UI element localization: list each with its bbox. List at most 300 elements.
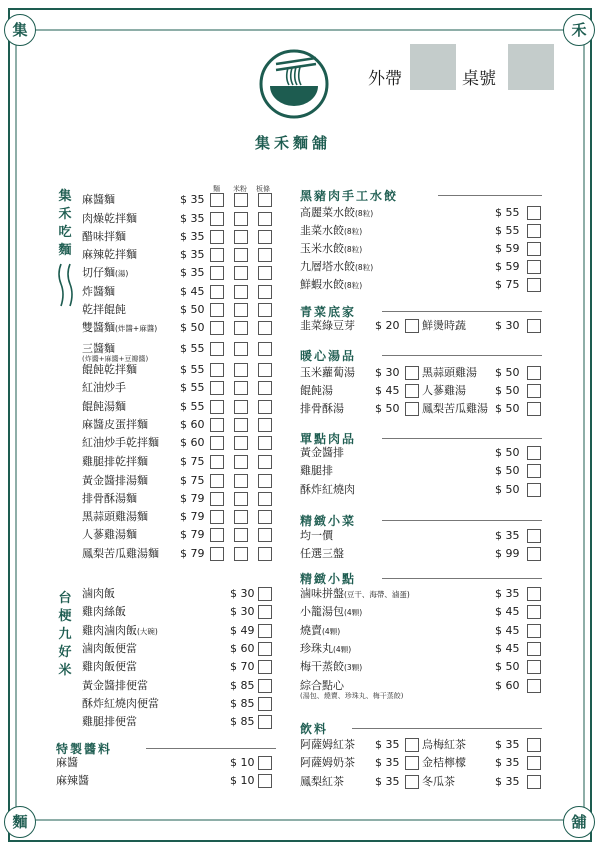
noodles-17-cb-flat-noodle[interactable] xyxy=(258,510,272,524)
meats-2-name xyxy=(300,481,355,499)
dumplings-4-name xyxy=(300,276,362,295)
dumplings-0-name xyxy=(300,204,373,223)
corner-badge-tr: 禾 xyxy=(563,14,595,46)
noodles-8-cb-rice-noodle[interactable] xyxy=(234,342,248,356)
sauces-1-price: $ 10 xyxy=(230,774,255,787)
noodles-12-cb-noodle[interactable] xyxy=(210,418,224,432)
rice-7-cb[interactable] xyxy=(258,715,272,729)
dumplings-1-price: $ 55 xyxy=(495,224,520,237)
noodles-5-price: $ 45 xyxy=(180,285,205,298)
noodles-8-cb-noodle[interactable] xyxy=(210,342,224,356)
snacks-4-note: (3顆) xyxy=(344,663,363,672)
noodles-9-cb-rice-noodle[interactable] xyxy=(234,363,248,377)
side-title: 精緻小菜 xyxy=(300,514,357,528)
dumplings-3-price: $ 59 xyxy=(495,260,520,273)
dumplings-1-label: 韭菜水餃 xyxy=(300,224,344,237)
sides-0-name xyxy=(300,527,333,545)
snacks-5-sub: (湯包、燒賣、珍珠丸、梅干蒸餃) xyxy=(300,692,404,700)
col-flat-noodle: 板條 xyxy=(256,185,270,193)
dumplings-2-label: 玉米水餃 xyxy=(300,242,344,255)
soups-2-cb[interactable] xyxy=(405,384,419,398)
sides-0-price: $ 35 xyxy=(495,529,520,542)
noodles-12-price: $ 60 xyxy=(180,418,205,431)
rice-0-cb[interactable] xyxy=(258,587,272,601)
noodles-16-cb-noodle[interactable] xyxy=(210,492,224,506)
rice-1-label: 雞肉絲飯 xyxy=(82,605,126,618)
rice-3-label: 滷肉飯便當 xyxy=(82,642,137,655)
noodles-11-cb-rice-noodle[interactable] xyxy=(234,400,248,414)
sauces-1-name xyxy=(56,772,89,790)
noodles-17-cb-rice-noodle[interactable] xyxy=(234,510,248,524)
noodles-7-price: $ 50 xyxy=(180,321,205,334)
rice-3-name xyxy=(82,640,137,658)
noodles-10-cb-noodle[interactable] xyxy=(210,381,224,395)
corner-badge-bl: 麵 xyxy=(4,806,36,838)
noodles-13-label: 紅油炒手乾拌麵 xyxy=(82,436,159,449)
drinks-2-price: $ 35 xyxy=(375,756,400,769)
noodles-13-cb-flat-noodle[interactable] xyxy=(258,436,272,450)
drinks-0-name xyxy=(300,736,355,754)
snacks-0-price: $ 35 xyxy=(495,587,520,600)
soups-5-price: $ 50 xyxy=(495,402,520,415)
snacks-3-name xyxy=(300,640,351,659)
noodles-10-cb-rice-noodle[interactable] xyxy=(234,381,248,395)
veg-1-cb[interactable] xyxy=(527,319,541,333)
steam-wave-icon xyxy=(56,262,76,308)
noodles-10-label: 紅油炒手 xyxy=(82,381,126,394)
noodles-9-name xyxy=(82,361,137,379)
soups-4-price: $ 50 xyxy=(375,402,400,415)
snacks-4-name xyxy=(300,658,362,677)
soup-title: 暖心湯品 xyxy=(300,349,357,363)
noodles-2-cb-rice-noodle[interactable] xyxy=(234,230,248,244)
meats-2-cb[interactable] xyxy=(527,483,541,497)
snacks-1-price: $ 45 xyxy=(495,605,520,618)
noodles-1-cb-noodle[interactable] xyxy=(210,212,224,226)
noodles-1-price: $ 35 xyxy=(180,212,205,225)
soups-0-price: $ 30 xyxy=(375,366,400,379)
snacks-1-name xyxy=(300,603,362,622)
col-noodle: 麵 xyxy=(213,185,220,193)
noodles-14-cb-flat-noodle[interactable] xyxy=(258,455,272,469)
drinks-5-price: $ 35 xyxy=(495,775,520,788)
noodles-6-label: 乾拌餛飩 xyxy=(82,303,126,316)
noodles-6-price: $ 50 xyxy=(180,303,205,316)
rice-1-price: $ 30 xyxy=(230,605,255,618)
dumplings-2-note: (8粒) xyxy=(344,245,363,254)
noodles-5-cb-noodle[interactable] xyxy=(210,285,224,299)
drinks-0-price: $ 35 xyxy=(375,738,400,751)
dumplings-4-cb[interactable] xyxy=(527,278,541,292)
noodles-0-price: $ 35 xyxy=(180,193,205,206)
dumplings-3-name xyxy=(300,258,373,277)
snacks-3-cb[interactable] xyxy=(527,642,541,656)
dumplings-3-note: (8粒) xyxy=(355,263,374,272)
noodles-17-price: $ 79 xyxy=(180,510,205,523)
veg-title: 青菜底家 xyxy=(300,305,357,319)
drinks-4-price: $ 35 xyxy=(375,775,400,788)
noodles-9-cb-noodle[interactable] xyxy=(210,363,224,377)
snacks-4-label: 梅干蒸餃 xyxy=(300,660,344,673)
soups-3-name xyxy=(422,382,466,400)
dumplings-4-note: (8粒) xyxy=(344,281,363,290)
veg-0-price: $ 20 xyxy=(375,319,400,332)
sides-1-label: 任選三盤 xyxy=(300,547,344,560)
soups-4-cb[interactable] xyxy=(405,402,419,416)
dumplings-2-cb[interactable] xyxy=(527,242,541,256)
noodles-12-label: 麻醬皮蛋拌麵 xyxy=(82,418,148,431)
rice-3-price: $ 60 xyxy=(230,642,255,655)
noodles-3-cb-flat-noodle[interactable] xyxy=(258,248,272,262)
noodle-bowl-logo xyxy=(258,48,330,120)
drinks-2-cb[interactable] xyxy=(405,756,419,770)
noodles-14-label: 雞腿排乾拌麵 xyxy=(82,455,148,468)
soups-2-price: $ 45 xyxy=(375,384,400,397)
rice-4-cb[interactable] xyxy=(258,660,272,674)
noodles-18-price: $ 79 xyxy=(180,528,205,541)
takeout-box[interactable] xyxy=(410,44,456,90)
noodles-19-cb-noodle[interactable] xyxy=(210,547,224,561)
veg-1-price: $ 30 xyxy=(495,319,520,332)
rice-1-cb[interactable] xyxy=(258,605,272,619)
corner-badge-br: 舖 xyxy=(563,806,595,838)
dumplings-2-name xyxy=(300,240,362,259)
veg-0-name xyxy=(300,317,355,335)
rice-7-label: 雞腿排便當 xyxy=(82,715,137,728)
noodles-4-label: 切仔麵 xyxy=(82,266,115,279)
noodles-6-cb-noodle[interactable] xyxy=(210,303,224,317)
soups-3-price: $ 50 xyxy=(495,384,520,397)
noodles-7-cb-rice-noodle[interactable] xyxy=(234,321,248,335)
noodles-11-cb-flat-noodle[interactable] xyxy=(258,400,272,414)
drinks-5-name xyxy=(422,773,455,791)
noodles-18-cb-noodle[interactable] xyxy=(210,528,224,542)
noodles-7-name xyxy=(82,319,157,338)
drinks-0-cb[interactable] xyxy=(405,738,419,752)
noodles-15-cb-rice-noodle[interactable] xyxy=(234,474,248,488)
noodles-3-cb-noodle[interactable] xyxy=(210,248,224,262)
meats-0-price: $ 50 xyxy=(495,446,520,459)
drinks-4-cb[interactable] xyxy=(405,775,419,789)
snacks-1-note: (4顆) xyxy=(344,608,363,617)
noodles-11-label: 餛飩湯麵 xyxy=(82,400,126,413)
rice-7-price: $ 85 xyxy=(230,715,255,728)
noodles-0-name xyxy=(82,191,115,209)
soups-5-label: 鳳梨苦瓜雞湯 xyxy=(422,402,488,415)
noodles-11-name xyxy=(82,398,126,416)
noodles-14-cb-rice-noodle[interactable] xyxy=(234,455,248,469)
rice-5-name xyxy=(82,677,148,695)
noodles-0-cb-rice-noodle[interactable] xyxy=(234,193,248,207)
noodles-16-cb-flat-noodle[interactable] xyxy=(258,492,272,506)
sides-1-price: $ 99 xyxy=(495,547,520,560)
noodles-14-name xyxy=(82,453,148,471)
takeout-label: 外帶 xyxy=(368,69,402,89)
soups-4-label: 排骨酥湯 xyxy=(300,402,344,415)
snacks-1-label: 小籠湯包 xyxy=(300,605,344,618)
drink-title: 飲料 xyxy=(300,722,329,736)
dumplings-1-note: (8粒) xyxy=(344,227,363,236)
meats-1-name xyxy=(300,462,333,480)
noodles-8-sub: (炸醬+麻醬+豆瓣醬) xyxy=(82,355,149,363)
sauce-title: 特製醬料 xyxy=(56,742,113,756)
noodles-1-cb-flat-noodle[interactable] xyxy=(258,212,272,226)
drinks-4-label: 鳳梨紅茶 xyxy=(300,775,344,788)
shop-name: 集禾麵舖 xyxy=(255,134,332,152)
noodles-19-cb-rice-noodle[interactable] xyxy=(234,547,248,561)
meats-0-cb[interactable] xyxy=(527,446,541,460)
noodles-4-cb-noodle[interactable] xyxy=(210,266,224,280)
noodles-17-cb-noodle[interactable] xyxy=(210,510,224,524)
snacks-3-label: 珍珠丸 xyxy=(300,642,333,655)
noodles-3-name xyxy=(82,246,137,264)
rice-6-label: 酥炸紅燒肉便當 xyxy=(82,697,159,710)
noodles-17-name xyxy=(82,508,148,526)
noodles-15-name xyxy=(82,472,148,490)
noodles-3-cb-rice-noodle[interactable] xyxy=(234,248,248,262)
noodles-19-price: $ 79 xyxy=(180,547,205,560)
rice-6-name xyxy=(82,695,159,713)
meats-1-cb[interactable] xyxy=(527,464,541,478)
rice-2-price: $ 49 xyxy=(230,624,255,637)
noodles-7-label: 雙醬麵 xyxy=(82,321,115,334)
rice-0-label: 滷肉飯 xyxy=(82,587,115,600)
drink-title-rule xyxy=(352,728,542,729)
noodles-15-cb-flat-noodle[interactable] xyxy=(258,474,272,488)
dumplings-4-label: 鮮蝦水餃 xyxy=(300,278,344,291)
rice-2-cb[interactable] xyxy=(258,624,272,638)
noodles-10-price: $ 55 xyxy=(180,381,205,394)
noodles-4-cb-flat-noodle[interactable] xyxy=(258,266,272,280)
drinks-1-cb[interactable] xyxy=(527,738,541,752)
sauce-title-rule xyxy=(146,748,276,749)
snacks-0-label: 滷味拼盤 xyxy=(300,587,344,600)
snacks-1-cb[interactable] xyxy=(527,605,541,619)
snacks-2-label: 燒賣 xyxy=(300,624,322,637)
veg-title-rule xyxy=(382,311,542,312)
rice-6-price: $ 85 xyxy=(230,697,255,710)
noodles-0-label: 麻醬麵 xyxy=(82,193,115,206)
snacks-0-cb[interactable] xyxy=(527,587,541,601)
noodles-19-name xyxy=(82,545,159,563)
noodles-0-cb-noodle[interactable] xyxy=(210,193,224,207)
snack-title: 精緻小點 xyxy=(300,572,357,586)
veg-1-name xyxy=(422,317,466,335)
noodles-4-name xyxy=(82,264,128,283)
meats-2-label: 酥炸紅燒肉 xyxy=(300,483,355,496)
noodles-18-label: 人蔘雞湯麵 xyxy=(82,528,137,541)
category-rice: 台梗九好米 xyxy=(58,591,72,678)
veg-0-cb[interactable] xyxy=(405,319,419,333)
veg-0-label: 韭菜綠豆芽 xyxy=(300,319,355,332)
noodles-2-name xyxy=(82,228,126,246)
rice-3-cb[interactable] xyxy=(258,642,272,656)
sauces-0-label: 麻醬 xyxy=(56,756,78,769)
snacks-5-cb[interactable] xyxy=(527,679,541,693)
noodles-17-label: 黑蒜頭雞湯麵 xyxy=(82,510,148,523)
noodles-2-cb-flat-noodle[interactable] xyxy=(258,230,272,244)
soups-2-label: 餛飩湯 xyxy=(300,384,333,397)
veg-1-label: 鮮燙時蔬 xyxy=(422,319,466,332)
sides-1-cb[interactable] xyxy=(527,547,541,561)
snacks-5-label: 綜合點心 xyxy=(300,679,344,692)
noodles-15-label: 黃金醬排湯麵 xyxy=(82,474,148,487)
soups-1-cb[interactable] xyxy=(527,366,541,380)
snacks-2-name xyxy=(300,622,340,641)
noodles-6-name xyxy=(82,301,126,319)
noodles-7-note: (炸醬+麻醬) xyxy=(115,324,158,333)
rice-6-cb[interactable] xyxy=(258,697,272,711)
dumplings-2-price: $ 59 xyxy=(495,242,520,255)
noodles-10-name xyxy=(82,379,126,397)
noodles-6-cb-flat-noodle[interactable] xyxy=(258,303,272,317)
noodles-9-label: 餛飩乾拌麵 xyxy=(82,363,137,376)
soups-5-cb[interactable] xyxy=(527,402,541,416)
rice-2-label: 雞肉滷肉飯 xyxy=(82,624,137,637)
dumplings-3-cb[interactable] xyxy=(527,260,541,274)
dumplings-0-label: 高麗菜水餃 xyxy=(300,206,355,219)
soups-1-name xyxy=(422,364,477,382)
drinks-0-label: 阿薩姆紅茶 xyxy=(300,738,355,751)
noodles-4-cb-rice-noodle[interactable] xyxy=(234,266,248,280)
drinks-3-label: 金桔檸檬 xyxy=(422,756,466,769)
sauces-0-cb[interactable] xyxy=(258,756,272,770)
rice-2-note: (大碗) xyxy=(137,627,158,636)
noodles-18-cb-rice-noodle[interactable] xyxy=(234,528,248,542)
drinks-3-name xyxy=(422,754,466,772)
noodles-0-cb-flat-noodle[interactable] xyxy=(258,193,272,207)
meats-0-name xyxy=(300,444,344,462)
snacks-4-cb[interactable] xyxy=(527,660,541,674)
snacks-3-note: (4顆) xyxy=(333,645,352,654)
dumplings-0-price: $ 55 xyxy=(495,206,520,219)
sides-0-cb[interactable] xyxy=(527,529,541,543)
sauces-1-label: 麻辣醬 xyxy=(56,774,89,787)
noodles-9-price: $ 55 xyxy=(180,363,205,376)
sauces-1-cb[interactable] xyxy=(258,774,272,788)
drinks-3-cb[interactable] xyxy=(527,756,541,770)
meat-title: 單點肉品 xyxy=(300,432,357,446)
dumpling-title: 黑豬肉手工水餃 xyxy=(300,189,399,203)
snacks-3-price: $ 45 xyxy=(495,642,520,655)
meats-1-price: $ 50 xyxy=(495,464,520,477)
noodles-11-price: $ 55 xyxy=(180,400,205,413)
rice-5-cb[interactable] xyxy=(258,679,272,693)
meats-2-price: $ 50 xyxy=(495,483,520,496)
rice-5-label: 黃金醬排便當 xyxy=(82,679,148,692)
dumplings-0-cb[interactable] xyxy=(527,206,541,220)
drinks-2-name xyxy=(300,754,355,772)
rice-1-name xyxy=(82,603,126,621)
noodles-9-cb-flat-noodle[interactable] xyxy=(258,363,272,377)
rice-0-name xyxy=(82,585,115,603)
drinks-5-cb[interactable] xyxy=(527,775,541,789)
soups-0-cb[interactable] xyxy=(405,366,419,380)
snacks-0-note: (豆干、海帶、滷蛋) xyxy=(344,590,410,599)
noodles-11-cb-noodle[interactable] xyxy=(210,400,224,414)
noodles-8-cb-flat-noodle[interactable] xyxy=(258,342,272,356)
sides-1-name xyxy=(300,545,344,563)
category-noodles: 集禾吃麵 xyxy=(58,189,72,258)
noodles-5-cb-flat-noodle[interactable] xyxy=(258,285,272,299)
noodles-13-price: $ 60 xyxy=(180,436,205,449)
noodles-6-cb-rice-noodle[interactable] xyxy=(234,303,248,317)
noodles-19-label: 鳳梨苦瓜雞湯麵 xyxy=(82,547,159,560)
snacks-2-cb[interactable] xyxy=(527,624,541,638)
dumplings-0-note: (8粒) xyxy=(355,209,374,218)
noodles-16-cb-rice-noodle[interactable] xyxy=(234,492,248,506)
noodles-15-cb-noodle[interactable] xyxy=(210,474,224,488)
drinks-1-label: 烏梅紅茶 xyxy=(422,738,466,751)
sides-0-label: 均一價 xyxy=(300,529,333,542)
noodles-12-cb-flat-noodle[interactable] xyxy=(258,418,272,432)
snacks-0-name xyxy=(300,585,410,604)
meats-0-label: 黃金醬排 xyxy=(300,446,344,459)
noodles-10-cb-flat-noodle[interactable] xyxy=(258,381,272,395)
noodles-12-cb-rice-noodle[interactable] xyxy=(234,418,248,432)
snacks-2-note: (4顆) xyxy=(322,627,341,636)
sauces-0-price: $ 10 xyxy=(230,756,255,769)
noodles-1-name xyxy=(82,210,137,228)
snacks-2-price: $ 45 xyxy=(495,624,520,637)
dumplings-1-name xyxy=(300,222,362,241)
meats-1-label: 雞腿排 xyxy=(300,464,333,477)
soups-5-name xyxy=(422,400,488,418)
noodles-5-name xyxy=(82,283,115,301)
noodles-13-cb-noodle[interactable] xyxy=(210,436,224,450)
drinks-3-price: $ 35 xyxy=(495,756,520,769)
noodles-18-name xyxy=(82,526,137,544)
sauces-0-name xyxy=(56,754,78,772)
noodles-19-cb-flat-noodle[interactable] xyxy=(258,547,272,561)
soups-0-label: 玉米蘿蔔湯 xyxy=(300,366,355,379)
noodles-7-cb-flat-noodle[interactable] xyxy=(258,321,272,335)
rice-4-name xyxy=(82,658,137,676)
noodles-1-cb-rice-noodle[interactable] xyxy=(234,212,248,226)
noodles-15-price: $ 75 xyxy=(180,474,205,487)
rice-0-price: $ 30 xyxy=(230,587,255,600)
drinks-1-name xyxy=(422,736,466,754)
noodles-1-label: 肉燥乾拌麵 xyxy=(82,212,137,225)
drinks-4-name xyxy=(300,773,344,791)
noodles-4-note: (湯) xyxy=(115,269,129,278)
table-number-box[interactable] xyxy=(508,44,554,90)
noodles-16-price: $ 79 xyxy=(180,492,205,505)
noodles-2-price: $ 35 xyxy=(180,230,205,243)
noodles-5-cb-rice-noodle[interactable] xyxy=(234,285,248,299)
meat-title-rule xyxy=(382,438,542,439)
noodles-2-label: 醋味拌麵 xyxy=(82,230,126,243)
soups-0-name xyxy=(300,364,355,382)
dumplings-1-cb[interactable] xyxy=(527,224,541,238)
drinks-2-label: 阿薩姆奶茶 xyxy=(300,756,355,769)
noodles-2-cb-noodle[interactable] xyxy=(210,230,224,244)
soups-4-name xyxy=(300,400,344,418)
noodles-18-cb-flat-noodle[interactable] xyxy=(258,528,272,542)
noodles-4-price: $ 35 xyxy=(180,266,205,279)
noodles-14-cb-noodle[interactable] xyxy=(210,455,224,469)
drinks-5-label: 冬瓜茶 xyxy=(422,775,455,788)
snacks-5-price: $ 60 xyxy=(495,679,520,692)
soups-1-label: 黑蒜頭雞湯 xyxy=(422,366,477,379)
soups-3-cb[interactable] xyxy=(527,384,541,398)
soups-2-name xyxy=(300,382,333,400)
side-title-rule xyxy=(382,520,542,521)
soup-title-rule xyxy=(382,355,542,356)
noodles-13-cb-rice-noodle[interactable] xyxy=(234,436,248,450)
noodles-7-cb-noodle[interactable] xyxy=(210,321,224,335)
rice-4-label: 雞肉飯便當 xyxy=(82,660,137,673)
